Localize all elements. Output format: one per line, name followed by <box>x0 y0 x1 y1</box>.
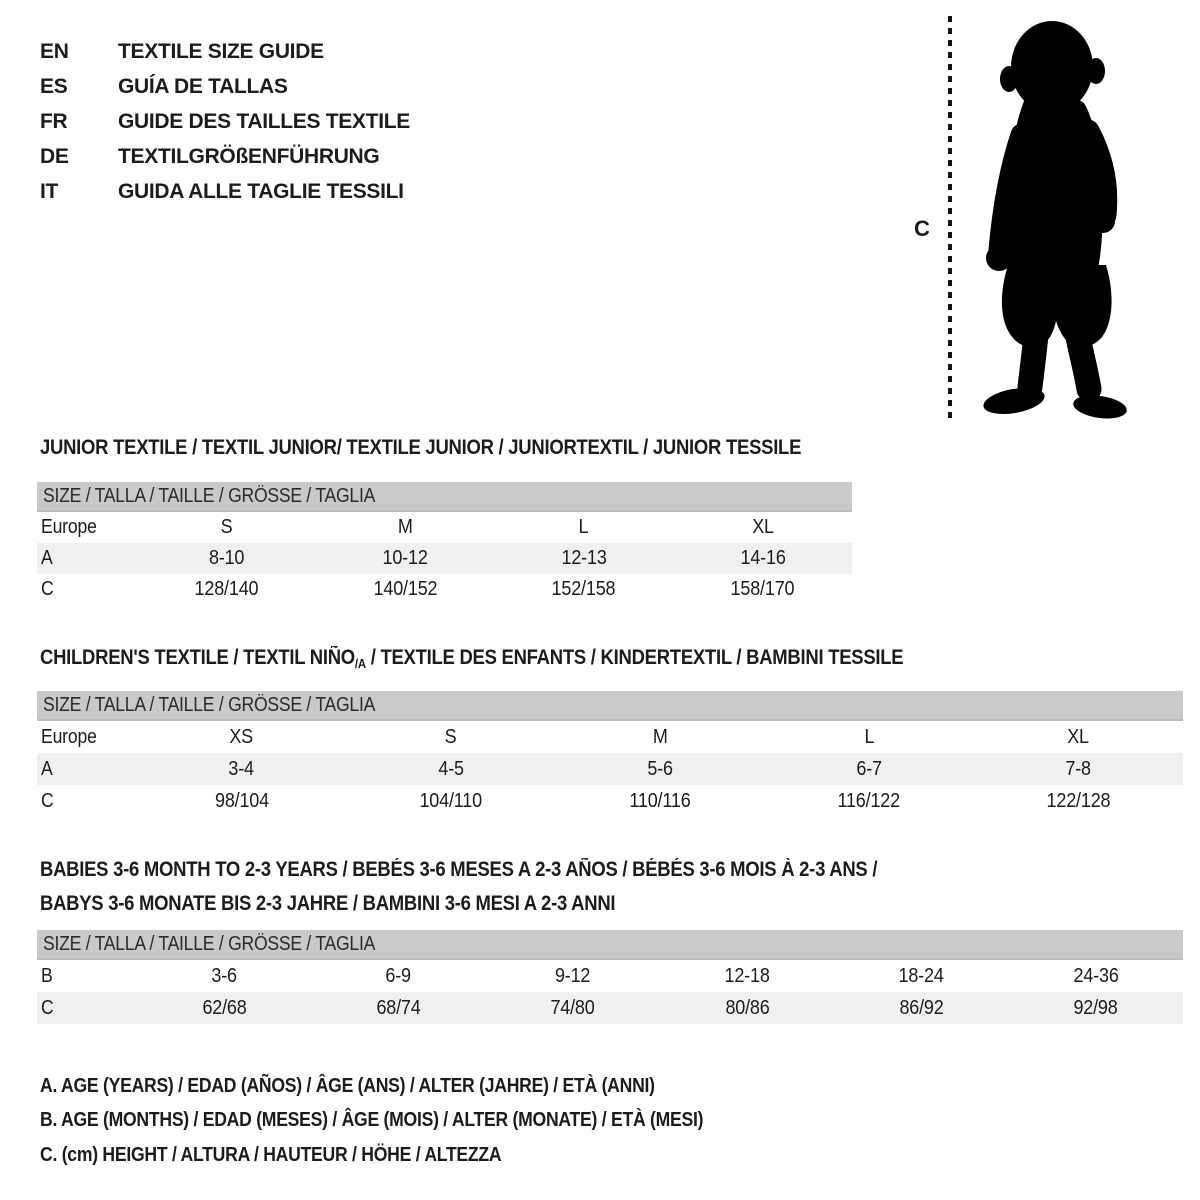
legend-line-a: A. AGE (YEARS) / EDAD (AÑOS) / ÂGE (ANS) / ALTER (JAHRE) / ETÀ (ANNI) <box>40 1074 655 1097</box>
table-cell: 12-13 <box>561 547 607 569</box>
table-cell: 62/68 <box>202 996 247 1019</box>
height-measure-line <box>948 16 952 418</box>
table-cell: 12-18 <box>724 964 770 987</box>
section-title-children: CHILDREN'S TEXTILE / TEXTIL $NIÑO_{/A}$ / TEXTILE DES ENFANTS / KINDERTEXTIL / BAMBINI TESSILE <box>40 646 904 671</box>
guide-title-de: TEXTILGRÖßENFÜHRUNG <box>118 144 380 168</box>
row-label: C <box>41 996 54 1019</box>
size-header-bar-babies: SIZE / TALLA / TAILLE / GRÖSSE / TAGLIA <box>37 930 1183 960</box>
table-cell: 8-10 <box>208 547 245 569</box>
height-measure-label: C <box>914 216 930 241</box>
size-table-children <box>37 721 1183 817</box>
legend-line-c: C. (cm) HEIGHT / ALTURA / HAUTEUR / HÖHE / ALTEZZA <box>40 1143 502 1166</box>
table-cell: 128/140 <box>194 578 259 600</box>
table-row-height <box>37 992 1183 1024</box>
size-table-junior <box>37 512 852 605</box>
language-code: EN <box>40 39 69 63</box>
table-row-europe <box>37 721 1183 753</box>
section-title-babies: BABIES 3-6 MONTH TO 2-3 YEARS / BEBÉS 3-6 MESES A 2-3 AÑOS / BÉBÉS 3-6 MOIS À 2-3 ANS / BABYS 3-6 MONATE BIS 2-3 JAHRE / BAMBINI 3-6 MESI A 2-3 ANNI <box>40 858 878 915</box>
table-cell: 86/92 <box>899 996 944 1019</box>
size-table-babies <box>37 960 1183 1024</box>
guide-title-fr: GUIDE DES TAILLES TEXTILE <box>118 109 410 133</box>
table-cell: 18-24 <box>898 964 945 987</box>
guide-title-it: GUIDA ALLE TAGLIE TESSILI <box>118 179 404 203</box>
row-label: A <box>41 547 53 569</box>
table-cell: M <box>652 725 668 748</box>
language-code: ES <box>40 74 68 98</box>
table-cell: 5-6 <box>647 757 673 780</box>
table-row-age <box>37 543 852 574</box>
language-row-es <box>40 69 410 104</box>
table-cell: 3-4 <box>228 757 255 780</box>
table-row-europe <box>37 512 852 543</box>
row-label: Europe <box>41 725 97 748</box>
table-cell: 7-8 <box>1065 757 1092 780</box>
table-cell: 92/98 <box>1073 996 1118 1019</box>
language-row-fr <box>40 104 410 139</box>
table-cell: L <box>864 725 875 748</box>
row-label: A <box>41 757 53 780</box>
table-cell: L <box>578 516 589 538</box>
size-header-bar-junior: SIZE / TALLA / TAILLE / GRÖSSE / TAGLIA <box>37 482 852 512</box>
table-cell: 9-12 <box>555 964 591 987</box>
table-cell: 158/170 <box>730 578 795 600</box>
table-cell: 110/116 <box>629 789 691 812</box>
table-cell: 98/104 <box>214 789 269 812</box>
table-cell: S <box>220 516 233 538</box>
guide-title-en: TEXTILE SIZE GUIDE <box>118 39 324 63</box>
table-row-height <box>37 574 852 605</box>
guide-title-es: GUÍA DE TALLAS <box>118 74 288 98</box>
language-row-en <box>40 34 410 69</box>
table-cell: 122/128 <box>1046 789 1111 812</box>
table-cell: XL <box>751 516 774 538</box>
row-label: B <box>41 964 53 987</box>
table-row-height <box>37 785 1183 817</box>
table-cell: 14-16 <box>740 547 786 569</box>
language-code: FR <box>40 109 68 133</box>
table-cell: 104/110 <box>419 789 483 812</box>
language-code: DE <box>40 144 69 168</box>
table-cell: 10-12 <box>382 547 428 569</box>
table-cell: 74/80 <box>550 996 595 1019</box>
row-label: C <box>41 789 54 812</box>
table-cell: 80/86 <box>725 996 770 1019</box>
size-header-bar-children: SIZE / TALLA / TAILLE / GRÖSSE / TAGLIA <box>37 691 1183 721</box>
table-cell: 68/74 <box>376 996 421 1019</box>
table-cell: 116/122 <box>837 789 901 812</box>
table-cell: 152/158 <box>551 578 616 600</box>
section-title-junior: JUNIOR TEXTILE / TEXTIL JUNIOR/ TEXTILE JUNIOR / JUNIORTEXTIL / JUNIOR TESSILE <box>40 436 802 459</box>
measurement-legend <box>40 1069 794 1173</box>
language-row-de <box>40 139 410 174</box>
toddler-silhouette-image <box>972 14 1136 420</box>
legend-line-b: B. AGE (MONTHS) / EDAD (MESES) / ÂGE (MOIS) / ALTER (MONATE) / ETÀ (MESI) <box>40 1109 704 1132</box>
table-cell: XL <box>1067 725 1090 748</box>
table-cell: 6-7 <box>856 757 882 780</box>
table-cell: 3-6 <box>211 964 237 987</box>
table-cell: 4-5 <box>438 757 464 780</box>
table-cell: 6-9 <box>385 964 412 987</box>
table-row-age <box>37 753 1183 785</box>
gender-suffix: /A <box>354 656 366 671</box>
language-code: IT <box>40 179 59 203</box>
table-cell: 140/152 <box>373 578 438 600</box>
table-cell: S <box>444 725 457 748</box>
table-row-age-months <box>37 960 1183 992</box>
table-cell: XS <box>229 725 254 748</box>
row-label: C <box>41 578 54 600</box>
table-cell: 24-36 <box>1073 964 1119 987</box>
table-cell: M <box>397 516 413 538</box>
row-label: Europe <box>41 516 97 538</box>
language-row-it <box>40 174 410 209</box>
language-title-list <box>40 34 410 209</box>
